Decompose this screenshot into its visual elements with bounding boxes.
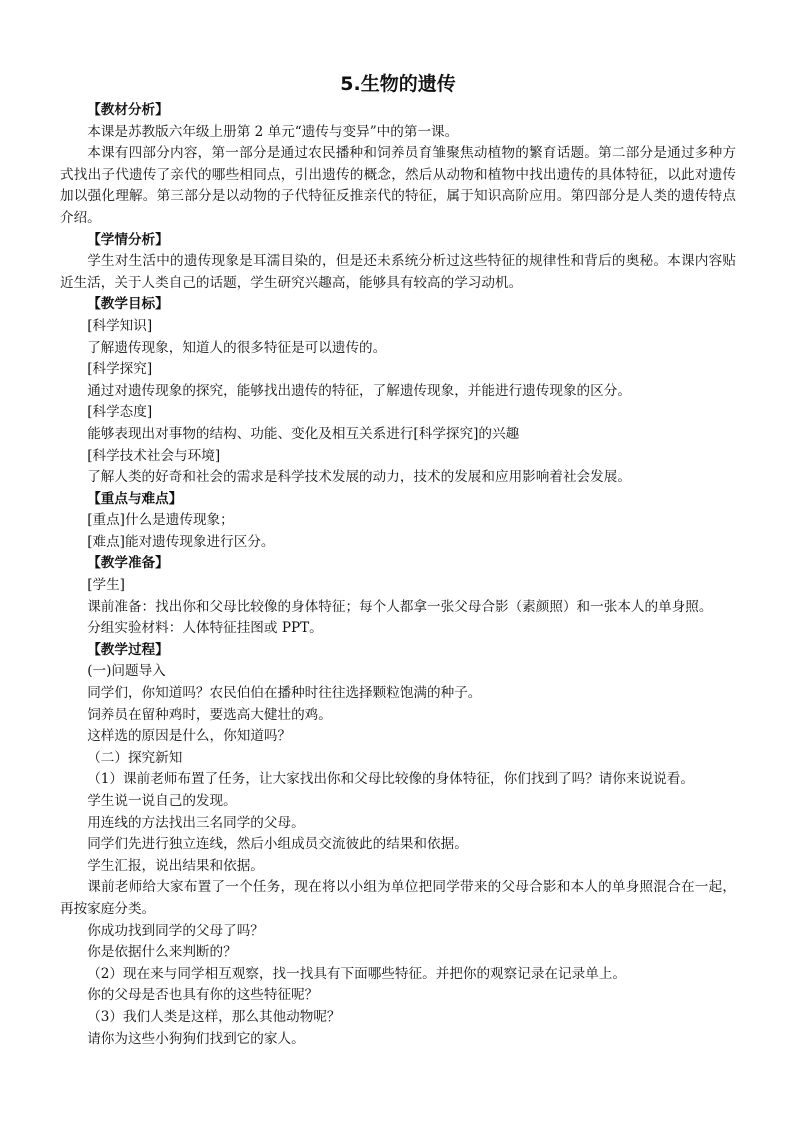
paragraph: （二）探究新知 xyxy=(87,749,183,766)
paragraph: (一)问题导入 xyxy=(87,663,166,680)
section-heading: 【学情分析】 xyxy=(87,231,169,248)
section-heading: 【教学目标】 xyxy=(87,296,169,313)
paragraph: 同学们先进行独立连线，然后小组成员交流彼此的结果和依据。 xyxy=(87,836,468,853)
paragraph: 这样选的原因是什么，你知道吗？ xyxy=(87,728,292,745)
paragraph: 你是依据什么来判断的？ xyxy=(87,944,237,961)
paragraph: [科学技术社会与环境] xyxy=(87,447,221,464)
document-page xyxy=(60,70,736,1050)
paragraph: [科学探究] xyxy=(87,361,153,378)
paragraph: 用连线的方法找出三名同学的父母。 xyxy=(87,814,305,831)
paragraph: [学生] xyxy=(87,577,125,594)
document-body xyxy=(60,100,736,1050)
paragraph: [难点]能对遗传现象进行区分。 xyxy=(87,533,275,550)
paragraph: 本课是苏教版六年级上册第 2 单元“遗传与变异”中的第一课。 xyxy=(87,123,459,140)
section-heading: 【教学准备】 xyxy=(87,555,169,572)
paragraph: 学生对生活中的遗传现象是耳濡目染的，但是还未系统分析过这些特征的规律性和背后的奥秘。本课内容贴近生活，关于人类自己的话题，学生研究兴趣高，能够具有较高的学习动机。 xyxy=(60,253,736,291)
paragraph: 你成功找到同学的父母了吗？ xyxy=(87,922,264,939)
paragraph: 你的父母是否也具有你的这些特征呢？ xyxy=(87,987,319,1004)
paragraph: 学生说一说自己的发现。 xyxy=(87,793,237,809)
paragraph: [重点]什么是遗传现象； xyxy=(87,512,234,529)
paragraph: 了解遗传现象，知道人的很多特征是可以遗传的。 xyxy=(87,339,387,356)
section-heading: 【重点与难点】 xyxy=(87,490,183,507)
paragraph: 本课有四部分内容，第一部分是通过农民播种和饲养员育雏聚焦动植物的繁育话题。第二部分是通过多种方式找出子代遗传了亲代的哪些相同点，引出遗传的概念，然后从动物和植物中找出遗传的具体特征，以此对遗传加以强化理解。第三部分是以动物的子代特征反推亲代的特征，属于知识高阶应用。第四部分是人类的遗传特点介绍。 xyxy=(60,145,736,226)
paragraph: （2）现在来与同学相互观察，找一找具有下面哪些特征。并把你的观察记录在记录单上。 xyxy=(87,965,626,982)
paragraph: 学生汇报，说出结果和依据。 xyxy=(87,857,264,874)
paragraph: [科学知识] xyxy=(87,317,153,334)
paragraph: （3）我们人类是这样，那么其他动物呢？ xyxy=(87,1008,341,1025)
paragraph: 分组实验材料：人体特征挂图或 PPT。 xyxy=(87,620,323,637)
paragraph: 课前老师给大家布置了一个任务，现在将以小组为单位把同学带来的父母合影和本人的单身照混合在一起，再按家庭分类。 xyxy=(60,879,736,917)
paragraph: 课前准备：找出你和父母比较像的身体特征；每个人都拿一张父母合影（素颜照）和一张本人的单身照。 xyxy=(87,598,713,615)
paragraph: 饲养员在留种鸡时，要选高大健壮的鸡。 xyxy=(87,706,332,723)
section-heading: 【教学过程】 xyxy=(87,641,169,658)
paragraph: 了解人类的好奇和社会的需求是科学技术发展的动力，技术的发展和应用影响着社会发展。 xyxy=(87,469,631,486)
paragraph: 请你为这些小狗狗们找到它的家人。 xyxy=(87,1030,305,1047)
paragraph: 通过对遗传现象的探究，能够找出遗传的特征，了解遗传现象，并能进行遗传现象的区分。 xyxy=(87,382,631,399)
paragraph: （1）课前老师布置了任务，让大家找出你和父母比较像的身体特征，你们找到了吗？请你来说说看。 xyxy=(87,771,694,788)
paragraph: 同学们，你知道吗？农民伯伯在播种时往往选择颗粒饱满的种子。 xyxy=(87,685,482,702)
document-title: 5.生物的遗传 xyxy=(340,73,456,95)
paragraph: 能够表现出对事物的结构、功能、变化及相互关系进行[科学探究]的兴趣 xyxy=(87,425,520,442)
section-heading: 【教材分析】 xyxy=(87,102,169,118)
paragraph: [科学态度] xyxy=(87,404,153,421)
